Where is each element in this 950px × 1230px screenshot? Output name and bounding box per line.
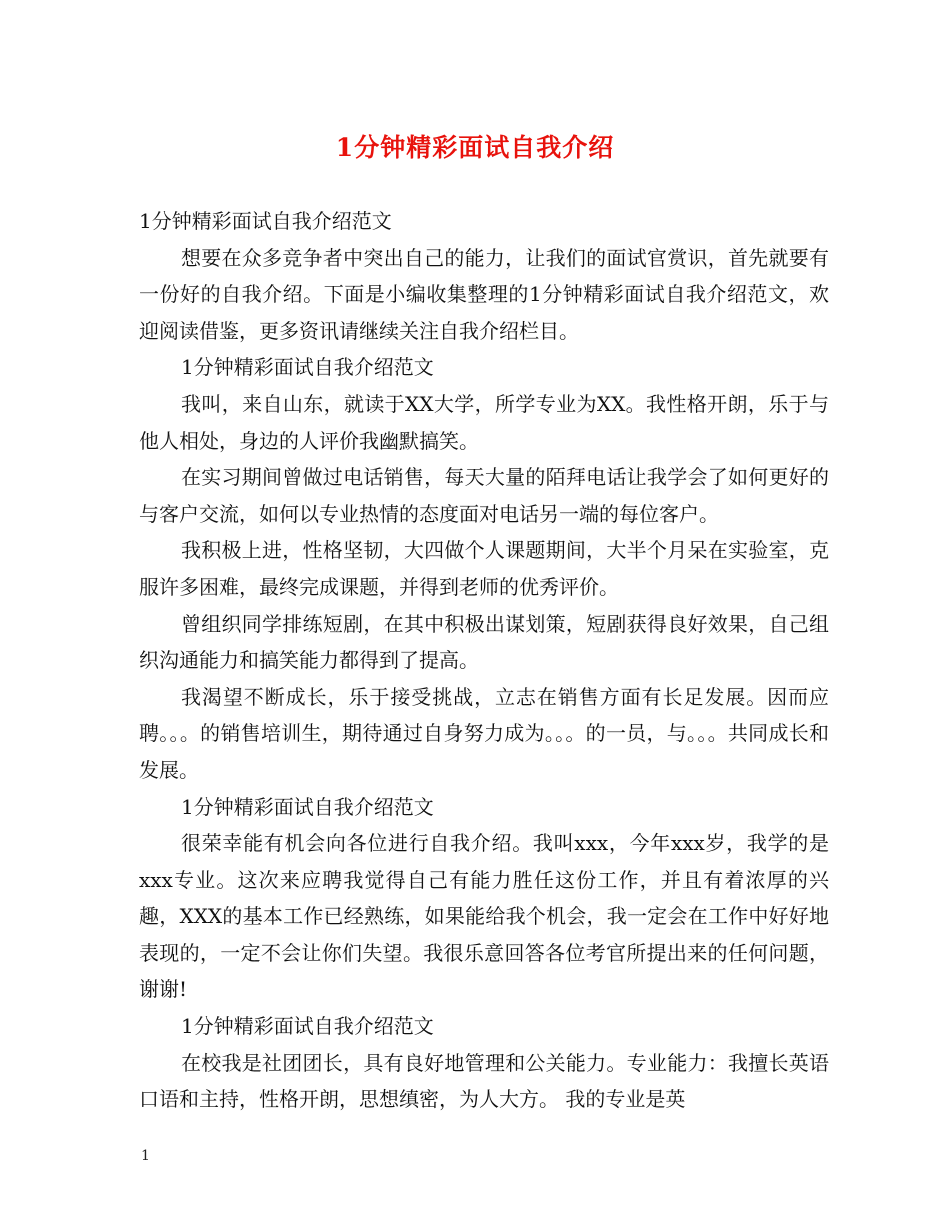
section-heading: 1分钟精彩面试自我介绍范文 — [181, 794, 434, 819]
body-paragraph: 我积极上进，性格坚韧，大四做个人课题期间，大半个月呆在实验室，克服许多困难，最终完成课题，并得到老师的优秀评价。 — [139, 538, 829, 599]
body-paragraph: 在实习期间曾做过电话销售，每天大量的陌拜电话让我学会了如何更好的与客户交流，如何以专业热情的态度面对电话另一端的每位客户。 — [139, 465, 829, 526]
subtitle-paragraph: 1分钟精彩面试自我介绍范文 — [139, 209, 392, 233]
body-paragraph: 在校我是社团团长，具有良好地管理和公关能力。专业能力：我擅长英语口语和主持，性格开朗，思想缜密，为人大方。 我的专业是英 — [139, 1050, 829, 1112]
document-body — [139, 203, 829, 1118]
section-heading: 1分钟精彩面试自我介绍范文 — [181, 1014, 434, 1039]
page-number: 1 — [141, 1148, 150, 1164]
body-paragraph: 很荣幸能有机会向各位进行自我介绍。我叫xxx，今年xxx岁，我学的是xxx专业。这次来应聘我觉得自己有能力胜任这份工作，并且有着浓厚的兴趣，XXX的基本工作已经熟练，如果能给我个机会，我一定会在工作中好好地表现的，一定不会让你们失望。我很乐意回答各位考官所提出来的任何问题，谢谢! — [139, 831, 829, 1002]
body-paragraph: 我渴望不断成长，乐于接受挑战，立志在销售方面有长足发展。因而应聘。。。的销售培训生，期待通过自身努力成为。。。的一员，与。。。共同成长和发展。 — [139, 684, 829, 782]
intro-paragraph: 想要在众多竞争者中突出自己的能力，让我们的面试官赏识，首先就要有一份好的自我介绍。下面是小编收集整理的1分钟精彩面试自我介绍范文，欢迎阅读借鉴，更多资讯请继续关注自我介绍栏目。 — [139, 245, 829, 343]
document-title: 1分钟精彩面试自我介绍 — [335, 133, 615, 162]
body-paragraph: 我叫，来自山东，就读于XX大学，所学专业为XX。我性格开朗，乐于与他人相处，身边的人评价我幽默搞笑。 — [139, 391, 829, 453]
section-heading: 1分钟精彩面试自我介绍范文 — [181, 355, 434, 380]
body-paragraph: 曾组织同学排练短剧，在其中积极出谋划策，短剧获得良好效果，自己组织沟通能力和搞笑能力都得到了提高。 — [139, 611, 829, 673]
